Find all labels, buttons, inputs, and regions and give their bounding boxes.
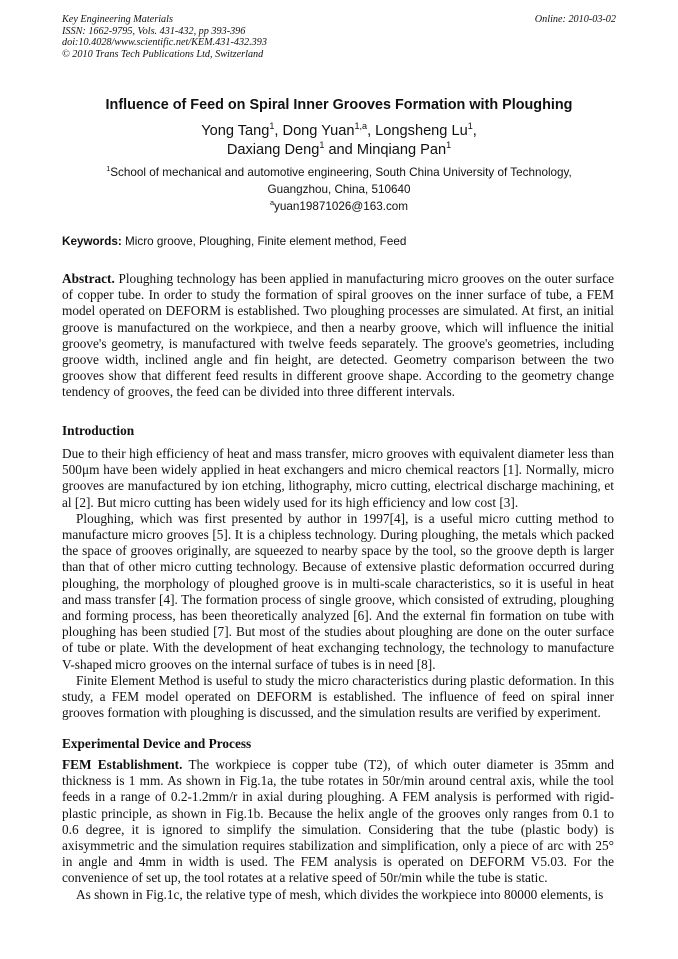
journal-info — [62, 14, 616, 60]
paper-title: Influence of Feed on Spiral Inner Grooves Formation with Ploughing — [105, 97, 573, 113]
introduction-heading: Introduction — [62, 423, 135, 438]
author-sup: 1 — [319, 140, 325, 151]
doi[interactable]: doi:10.4028/www.scientific.net/KEM.431-432.393 — [62, 37, 267, 49]
paragraph: The workpiece is copper tube (T2), of which outer diameter is 35mm and thickness is 1 mm. As shown in Fig.1a, the tube rotates in 50r/min around central axis, while the tool feeds in a range of 0.2-1.2mm/r in axial during ploughing. A FEM analysis is performed with rigid-plastic principle, as shown in Fig.1b. Because the helix angle of the grooves only ranges from 0.1 to 0.6 degree, it is ignored to simplify the simulation. Considering that the tube (plastic body) is axisymmetric and the simulation requires stabilization and simplification, only a piece of arc with 25° in angle and 4mm in width is used. The FEM analysis is operated on DEFORM V5.03. For the convenience of set up, the tool rotates at a relative speed of 50r/min while the tube is static. — [62, 757, 614, 886]
affiliation — [60, 164, 618, 198]
author-name: , Longsheng Lu — [367, 123, 468, 139]
keywords — [62, 235, 616, 248]
abstract — [62, 271, 614, 401]
subsection-label: FEM Establishment. — [62, 757, 183, 772]
paragraph: Ploughing, which was first presented by author in 1997[4], is a useful micro cutting method to manufacture micro grooves [5]. It is a chipless technology. During ploughing, the metals which packed the space of grooves originally, are squeezed to nearby space by the tool, so the groove depth is larger than that of other micro cutting technology. Because of extensive plastic deformation occurred during ploughing, the morphology of ploughed groove is in multi-scale characteristics, so it is useful in heat and mass transfer [4]. The formation process of single groove, which consisted of extruding, ploughing and forming process, has been theoretically analyzed [6]. And the external fin formation on tube with ploughing has been studied [7]. But most of the studies about ploughing are done on the outer surface of tube or plate. With the development of heat exchanging technology, the technology to manufacture V-shaped micro grooves on the internal surface of tubes is in need [8]. — [62, 510, 614, 672]
paragraph: Finite Element Method is useful to study the micro characteristics during plastic deformation. In this study, a FEM model operated on DEFORM is established. The influence of feed on spiral inner grooves formation with ploughing is discussed, and the simulation results are verified by experiment. — [62, 672, 614, 721]
abstract-label: Abstract. — [62, 271, 115, 286]
affiliation-line: Guangzhou, China, 510640 — [267, 183, 411, 196]
email-sup: a — [269, 198, 274, 208]
affiliation-sup: 1 — [106, 164, 111, 174]
author-separator: , — [472, 123, 477, 139]
author-list — [40, 122, 638, 160]
author-sup: 1,a — [354, 121, 368, 132]
experimental-heading: Experimental Device and Process — [62, 736, 252, 751]
affiliation-line: School of mechanical and automotive engineering, South China University of Technology, — [110, 166, 572, 179]
keywords-text: Micro groove, Ploughing, Finite element method, Feed — [125, 235, 407, 248]
introduction-body — [62, 446, 614, 721]
keywords-label: Keywords: — [62, 235, 122, 248]
experimental-body — [62, 757, 614, 903]
paragraph: Due to their high efficiency of heat and mass transfer, micro grooves with equivalent diameter less than 500μm have been widely applied in heat exchangers and micro chemical reactors [1]. Normally, micro grooves are manufactured by ion etching, lithography, micro cutting, electrical discharge machining, et al [2]. But micro cutting has been widely used for its high efficiency and low cost [3]. — [62, 446, 614, 510]
email — [40, 200, 638, 213]
author-sup: 1 — [467, 121, 473, 132]
issn: ISSN: 1662-9795, Vols. 431-432, pp 393-396 — [62, 25, 246, 37]
abstract-text: Ploughing technology has been applied in manufacturing micro grooves on the outer surface of copper tube. In order to study the formation of spiral grooves on the inner surface of tube, a FEM model operated on DEFORM is established. Two ploughing processes are simulated. At first, an initial groove is manufactured on the workpiece, and then a nearby groove, which will influence the initial groove's geometry, is manufactured with twelve feeds separately. The groove's geometries, including groove width, inclined angle and fin height, are detected. Geometry comparison between the two grooves show that different feed results in different groove shape. According to the geometry change tendency of grooves, the feed can be divided into three different intervals. — [62, 271, 614, 400]
author-name: Daxiang Deng — [226, 142, 320, 158]
author-sup: 1 — [269, 121, 275, 132]
author-name: Yong Tang — [201, 123, 270, 139]
online-date: Online: 2010-03-02 — [534, 14, 616, 25]
author-name: and Minqiang Pan — [324, 142, 447, 158]
copyright: © 2010 Trans Tech Publications Ltd, Switzerland — [62, 48, 264, 60]
journal-name: Key Engineering Materials — [62, 14, 173, 25]
author-name: , Dong Yuan — [274, 123, 355, 139]
running-header — [62, 14, 616, 60]
email-address[interactable]: yuan19871026@163.com — [274, 200, 409, 213]
author-sup: 1 — [446, 140, 452, 151]
paragraph: As shown in Fig.1c, the relative type of mesh, which divides the workpiece into 80000 elements, is — [76, 886, 604, 902]
